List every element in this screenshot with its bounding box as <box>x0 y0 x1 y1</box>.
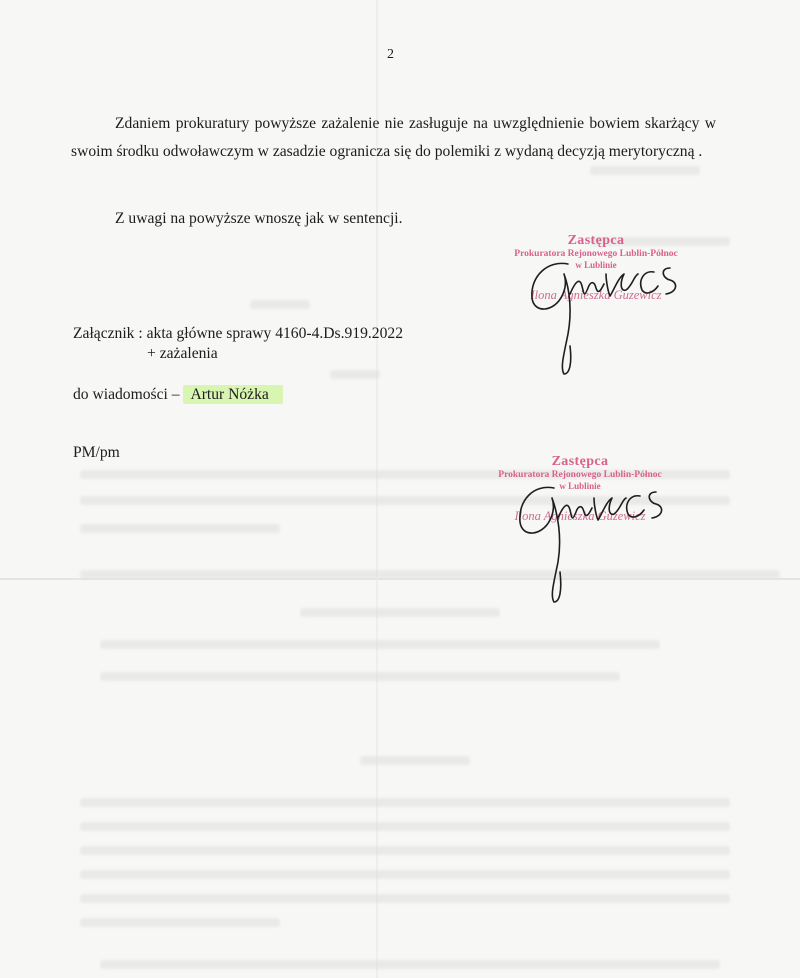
stamp-person: Ilona Agnieszka Guzewicz <box>514 509 646 523</box>
handwritten-signature <box>508 472 688 607</box>
stamp-city: w Lublinie <box>575 260 617 270</box>
attachment-line: Załącznik : akta główne sprawy 4160-4.Ds.919.2022 <box>73 325 403 342</box>
attachment-line-continuation: + zażalenia <box>147 345 218 362</box>
notice-recipient: Artur Nóżka <box>183 385 282 404</box>
bleed-through-line <box>80 846 730 855</box>
page-number: 2 <box>387 47 394 62</box>
body-paragraph <box>71 110 716 166</box>
bleed-through-line <box>80 870 730 879</box>
bleed-through-line <box>250 300 310 309</box>
bleed-through-line <box>80 798 730 807</box>
notice-prefix: do wiadomości – <box>73 386 180 403</box>
stamp-title: Zastępca <box>551 454 609 469</box>
bleed-through-line <box>100 960 720 969</box>
bleed-through-line <box>80 918 280 927</box>
body-paragraph-text: Zdaniem prokuratury powyższe zażalenie nie zasługuje na uwzględnienie bowiem skarżący w swoim środku odwoławczym w zasadzie ogranicza się do polemiki z wydaną decyzją merytoryczną . <box>71 115 716 160</box>
stamp-person: Ilona Agnieszka Guzewicz <box>530 288 662 302</box>
bleed-through-line <box>100 640 660 649</box>
author-initials: PM/pm <box>73 444 120 461</box>
closing-paragraph: Z uwagi na powyższe wnoszę jak w sentencji. <box>115 210 403 227</box>
bleed-through-line <box>80 524 280 533</box>
bleed-through-line <box>80 894 730 903</box>
bleed-through-line <box>330 370 380 379</box>
notice-line <box>73 381 283 409</box>
stamp-city: w Lublinie <box>559 481 601 491</box>
bleed-through-line <box>360 756 470 765</box>
handwritten-signature <box>520 250 700 380</box>
stamp-organization: Prokuratora Rejonowego Lublin-Północ <box>514 249 678 259</box>
stamp-title: Zastępca <box>567 233 625 248</box>
bleed-through-line <box>590 166 700 175</box>
bleed-through-line <box>100 672 620 681</box>
bleed-through-line <box>80 822 730 831</box>
stamp-organization: Prokuratora Rejonowego Lublin-Północ <box>498 470 662 480</box>
bleed-through-line <box>300 608 500 617</box>
